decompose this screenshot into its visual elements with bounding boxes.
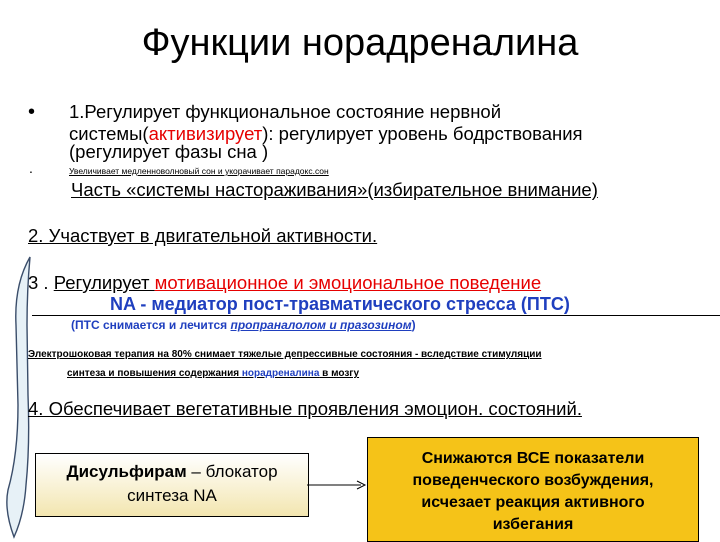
na-underline [32,315,720,316]
item1-line2-text: системы( [69,123,149,144]
item3-line1 [28,272,541,294]
item1-line4: Часть «системы настораживания»(избирательное внимание) [71,179,598,200]
item3-motivational: мотивационное и эмоциональное поведение [154,272,542,293]
disulfiram-line2: синтеза NA [127,486,217,505]
result-box [367,437,699,542]
ect-line2 [67,368,359,379]
ect-line1: Электрошоковая терапия на 80% снимает тяжелые депрессивные состояния - вследствие стимуляции [28,349,542,360]
disulfiram-blocker-text: – блокатор [186,462,278,481]
item2-text: 2. Участвует в двигательной активности. [28,225,378,246]
ptc-drugs: пропраналолом и празозином [230,318,412,332]
disulfiram-label: Дисульфирам [66,462,187,481]
item1-line1: 1.Регулирует функциональное состояние нервной [69,101,502,122]
result-line2: поведенческого возбуждения, [412,472,654,489]
result-line4: избегания [492,516,574,533]
item3-regulates: Регулирует [53,272,155,293]
bullet-2: . [29,160,33,176]
bullet-1: • [28,101,36,123]
ptc-close: ) [411,318,416,332]
ptc-line [71,318,416,332]
ect-line2-tail: в мозгу [319,368,360,379]
ect-norepinephrine: норадреналина [241,368,320,379]
item1-sleep-note: Увеличивает медленноволновый сон и укорачивает парадокс.сон [69,166,329,176]
disulfiram-box [35,453,309,517]
ptc-text: (ПТС снимается и лечится [71,318,231,332]
item1-line3: (регулирует фазы сна ) [69,141,269,162]
na-stress-line: NA - медиатор пост-травматического стресса (ПТС) [110,294,570,314]
item1-activates-text: активизирует [148,123,263,144]
item4-text: 4. Обеспечивает вегетативные проявления эмоцион. состояний. [28,398,582,419]
result-line1: Снижаются ВСЕ показатели [421,450,645,467]
ect-line2-text: синтеза и повышения содержания [67,368,242,379]
item1-line2-tail: ): регулирует уровень бодрствования [262,123,583,144]
result-line3: исчезает реакция активного [421,494,645,511]
page-title: Функции норадреналина [141,22,579,64]
arrow-right-icon [307,478,369,492]
item3-prefix: 3 . [28,272,54,293]
